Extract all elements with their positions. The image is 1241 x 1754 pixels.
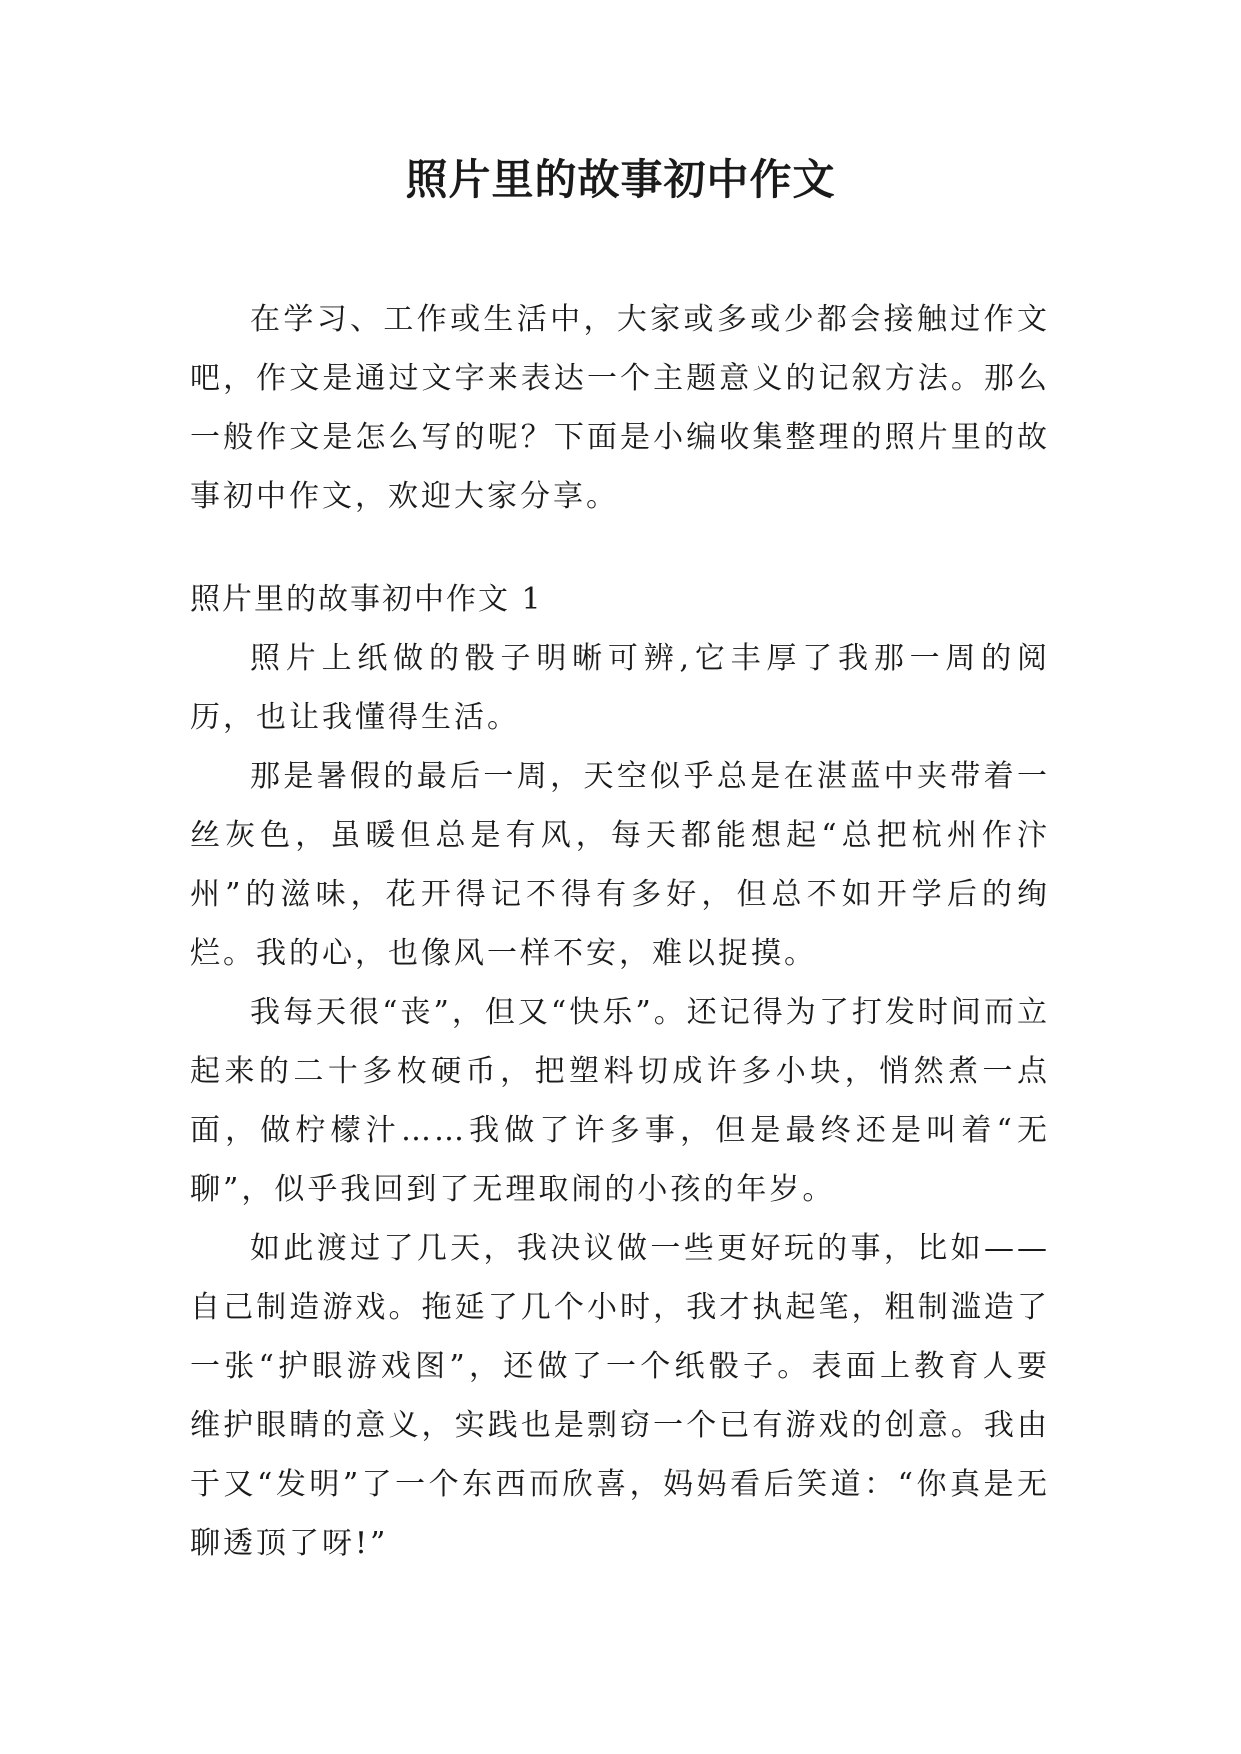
body-paragraph: 那是暑假的最后一周，天空似乎总是在湛蓝中夹带着一丝灰色，虽暖但总是有风，每天都能想起“总把杭州作汴州”的滋味，花开得记不得有多好，但总不如开学后的绚烂。我的心，也像风一样不安，难以捉摸。 (190, 759, 1050, 971)
body-paragraph: 照片上纸做的骰子明晰可辨,它丰厚了我那一周的阅历，也让我懂得生活。 (190, 641, 1050, 735)
body-paragraph: 我每天很“丧”，但又“快乐”。还记得为了打发时间而立起来的二十多枚硬币，把塑料切成许多小块，悄然煮一点面，做柠檬汁……我做了许多事，但是最终还是叫着“无聊”，似乎我回到了无理取闹的小孩的年岁。 (190, 995, 1050, 1207)
body-paragraph: 如此渡过了几天，我决议做一些更好玩的事，比如——自己制造游戏。拖延了几个小时，我才执起笔，粗制滥造了一张“护眼游戏图”，还做了一个纸骰子。表面上教育人要维护眼睛的意义，实践也是剽窃一个已有游戏的创意。我由于又“发明”了一个东西而欣喜，妈妈看后笑道：“你真是无聊透顶了呀!” (190, 1231, 1050, 1561)
section-heading: 照片里的故事初中作文 1 (190, 582, 543, 617)
document-body (190, 290, 1050, 1573)
document-title: 照片里的故事初中作文 (405, 155, 836, 204)
intro-paragraph: 在学习、工作或生活中，大家或多或少都会接触过作文吧，作文是通过文字来表达一个主题意义的记叙方法。那么一般作文是怎么写的呢？下面是小编收集整理的照片里的故事初中作文，欢迎大家分享。 (190, 302, 1050, 514)
